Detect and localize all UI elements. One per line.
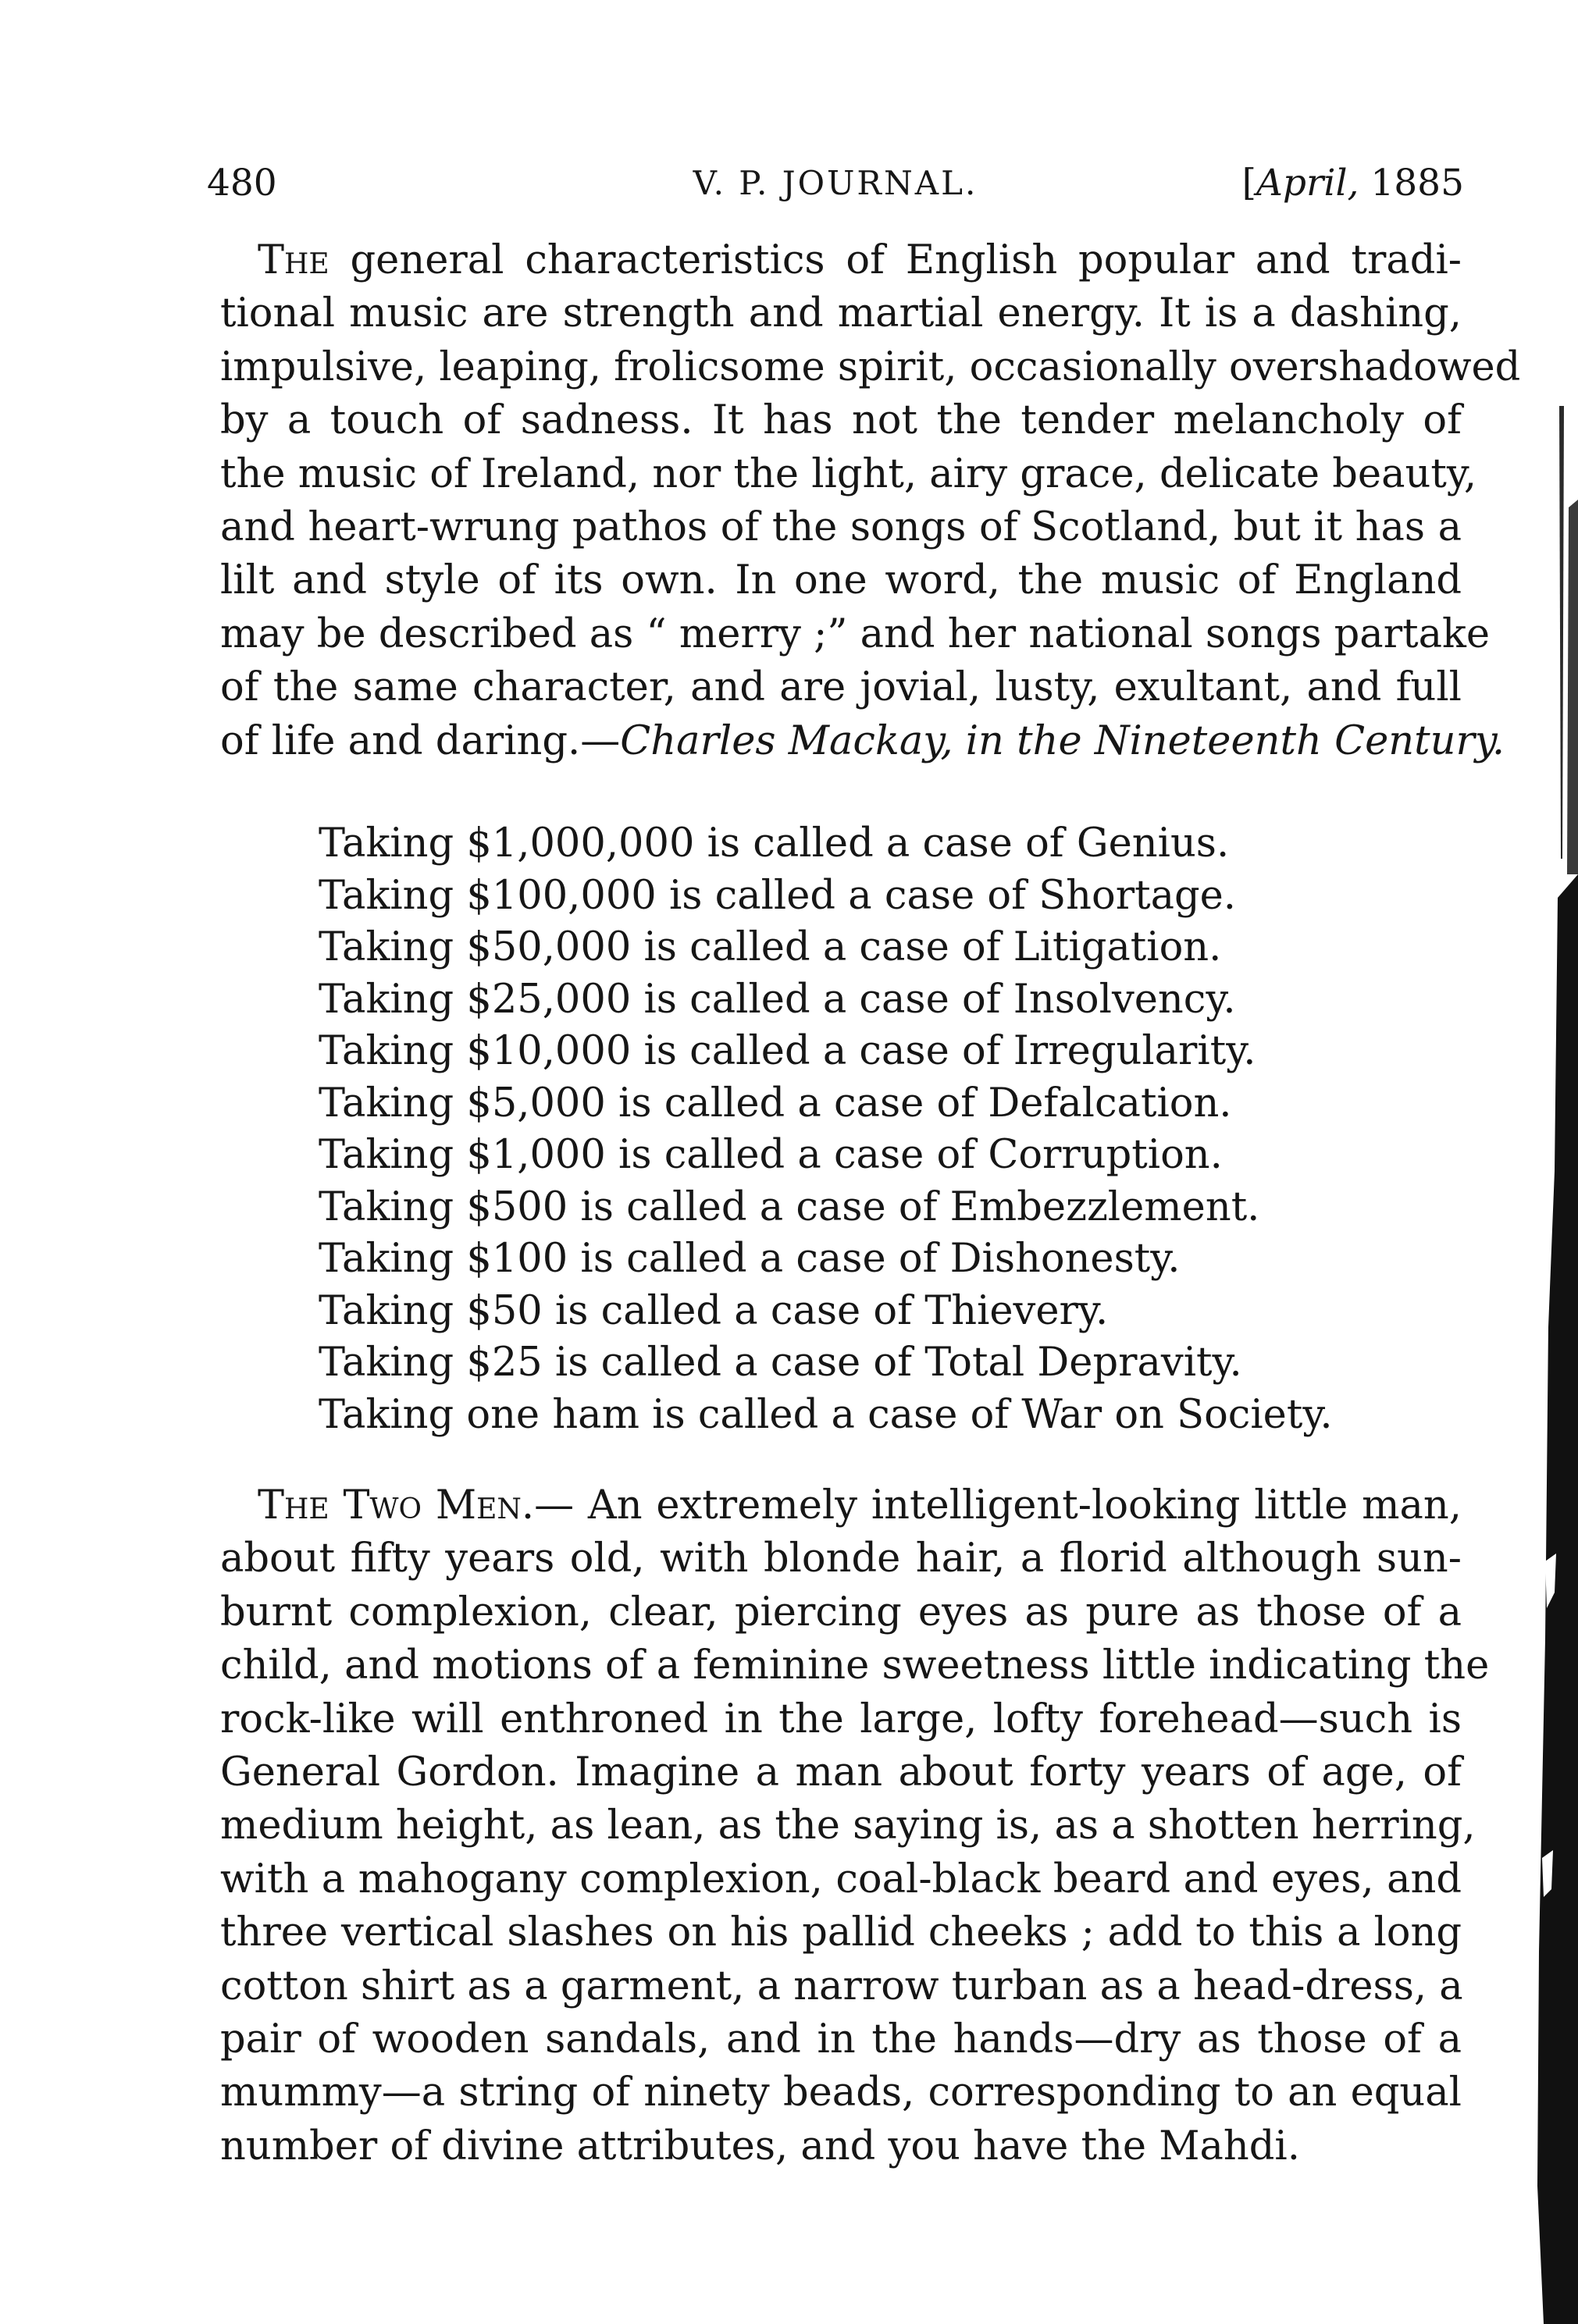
paragraph-line: by a touch of sadness. It has not the tender melancholy of <box>220 397 1462 444</box>
paragraph-line: rock-like will enthroned in the large, lofty forehead—such is <box>220 1696 1462 1742</box>
list-item: Taking $25,000 is called a case of Insolvency. <box>319 976 1236 1023</box>
list-item: Taking $50 is called a case of Thievery. <box>319 1287 1109 1334</box>
paragraph-line: burnt complexion, clear, piercing eyes as pure as those of a <box>220 1589 1462 1635</box>
paragraph-line <box>220 234 1462 287</box>
paragraph-two-men <box>220 1479 1490 2173</box>
list-item: Taking $1,000 is called a case of Corruption. <box>319 1132 1223 1178</box>
scan-edge-dark <box>1537 874 1578 2324</box>
paragraph-line: of the same character, and are jovial, lusty, exultant, and full <box>220 664 1462 711</box>
list-item: Taking $100,000 is called a case of Shortage. <box>319 872 1237 919</box>
paragraph-line: about fifty years old, with blonde hair, a florid although sun- <box>220 1536 1462 1582</box>
running-title: V. P. JOURNAL. <box>693 164 978 202</box>
paragraph-line: mummy—a string of ninety beads, corresponding to an equal <box>220 2070 1462 2116</box>
paragraph-line: cotton shirt as a garment, a narrow turban as a head-dress, a <box>220 1963 1463 2009</box>
paragraph-lead: The Two Men. <box>258 1482 535 1529</box>
paragraph-line: and heart-wrung pathos of the songs of Scotland, but it has a <box>220 504 1462 551</box>
paragraph-line: number of divine attributes, and you have the Mahdi. <box>220 2123 1300 2169</box>
list-item: Taking $100 is called a case of Dishonesty. <box>319 1236 1181 1282</box>
attribution: Charles Mackay, in the Nineteenth Century. <box>620 717 1505 764</box>
date-year: 1885 <box>1359 162 1464 205</box>
list-item: Taking $50,000 is called a case of Litigation. <box>319 924 1222 970</box>
list-item: Taking $5,000 is called a case of Defalcation. <box>319 1080 1232 1126</box>
date-month: April, <box>1256 162 1359 205</box>
list-item: Taking $25 is called a case of Total Depravity. <box>319 1340 1242 1386</box>
paragraph-english-music <box>220 234 1521 768</box>
paragraph-line <box>220 1479 1462 1532</box>
paragraph-line: medium height, as lean, as the saying is, as a shotten herring, <box>220 1803 1476 1849</box>
list-item: Taking $500 is called a case of Embezzlement. <box>319 1183 1260 1230</box>
scan-gutter-shadow <box>1500 0 1578 2324</box>
list-item: Taking $1,000,000 is called a case of Genius. <box>319 820 1230 867</box>
paragraph-line: pair of wooden sandals, and in the hands—dry as those of a <box>220 2016 1462 2063</box>
paragraph-line: lilt and style of its own. In one word, the music of England <box>220 557 1462 604</box>
paragraph-line-text: — An extremely intelligent-looking little man, <box>534 1482 1462 1529</box>
page-header <box>207 152 1464 215</box>
scan-edge-faint <box>1559 406 1564 859</box>
paragraph-lead: The <box>258 237 329 283</box>
paragraph-line: General Gordon. Imagine a man about forty years of age, of <box>220 1749 1462 1796</box>
paragraph-line-text: general characteristics of English popular and tradi- <box>329 237 1462 283</box>
list-item: Taking $10,000 is called a case of Irregularity. <box>319 1028 1256 1074</box>
paragraph-line: tional music are strength and martial energy. It is a dashing, <box>220 290 1462 337</box>
paragraph-line: the music of Ireland, nor the light, airy grace, delicate beauty, <box>220 450 1477 497</box>
paragraph-line: may be described as “ merry ;” and her national songs partake <box>220 610 1491 657</box>
paragraph-line: three vertical slashes on his pallid cheeks ; add to this a long <box>220 1909 1462 1956</box>
paragraph-line-text: of life and daring.— <box>220 717 621 764</box>
paragraph-line: with a mahogany complexion, coal-black beard and eyes, and <box>220 1856 1462 1902</box>
paragraph-line <box>220 715 1505 768</box>
date-bracket: [ <box>1241 162 1256 205</box>
paragraph-line: impulsive, leaping, frolicsome spirit, occasionally overshadowed <box>220 343 1521 390</box>
scan-edge-mid <box>1567 500 1578 874</box>
issue-date <box>1242 152 1464 215</box>
paragraph-line: child, and motions of a feminine sweetness little indicating the <box>220 1642 1490 1689</box>
list-item: Taking one ham is called a case of War on Society. <box>319 1391 1333 1438</box>
taking-list <box>319 818 1333 1441</box>
page-number: 480 <box>207 162 277 205</box>
